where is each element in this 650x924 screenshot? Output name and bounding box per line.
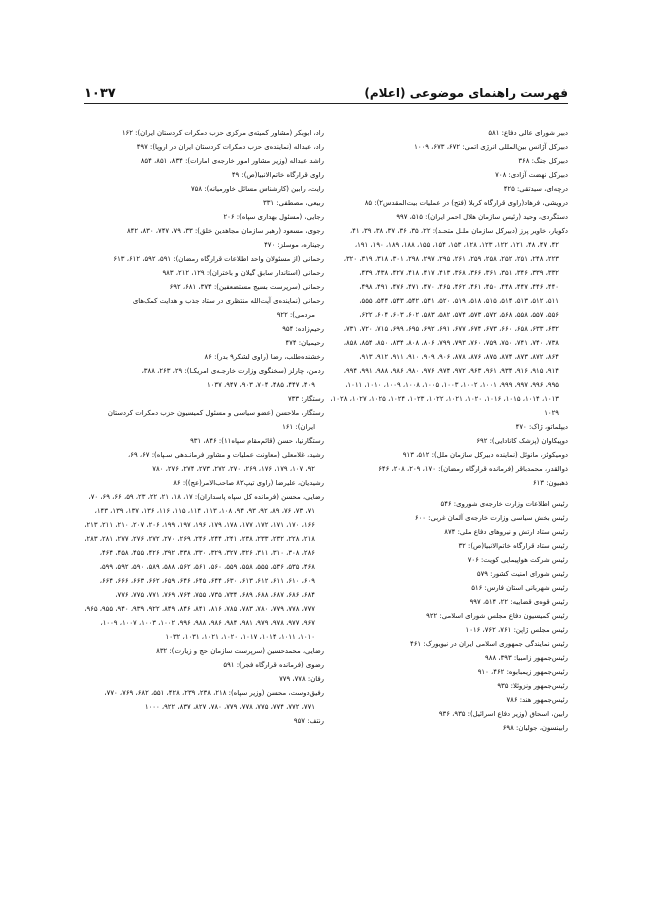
index-entry-continuation: ۹۹۵، ۹۹۶، ۹۹۷، ۹۹۹، ۱۰۰۱، ۱۰۰۲، ۱۰۰۳، ۱۰۰۵، ۱۰۰۸، ۱۰۰۹، ۱۰۱۰، ۱۰۱۱،: [345, 381, 559, 389]
index-entry: رئیس‌جمهور زامبیا: ۳۹۳، ۹۸۸: [485, 654, 568, 662]
index-entry-continuation: ۴۶۸، ۵۳۵، ۵۳۶، ۵۵۵، ۵۵۸، ۵۵۹، ۵۶۰، ۵۶۱، ۵۶۲، ۵۸۸، ۵۸۹، ۵۹۰، ۵۹۲، ۵۹۹،: [99, 563, 315, 571]
index-column-left: [84, 126, 324, 728]
index-entry: دکویار، خاویر پرز (دبیرکل سازمان ملـل متحـد): ۲۲، ۳۵، ۳۶، ۳۷، ۳۸، ۳۹، ۴۱،: [349, 227, 568, 235]
index-entry: رابینسون، جولیان: ۶۹۸: [502, 724, 568, 732]
index-entry: رئیس قوه‌ی قضاییه: ۲۲، ۵۱۴، ۹۹۷: [469, 598, 568, 606]
index-entry: رضایی، محسن (فرمانده کل سپاه پاسداران): ۱۷، ۱۸، ۲۱، ۲۲، ۲۳، ۵۹، ۶۶، ۶۹، ۷۰،: [88, 493, 324, 501]
index-entry: رستگار: ۷۳۳: [287, 395, 324, 403]
running-title: فهرست راهنمای موضوعی (اعلام): [364, 86, 568, 100]
index-entry: رفان: ۷۷۸، ۷۷۹: [279, 675, 324, 683]
index-entry: رضوی (فرمانده قرارگاه فجر): ۵۹۱: [223, 661, 324, 669]
index-entry: رضایی، محمدحسین (سرپرست سازمان حج و زیارت): ۸۳۲: [156, 647, 324, 655]
header-rule: [84, 103, 568, 104]
index-entry-continuation: ۱۰۱۳، ۱۰۱۴، ۱۰۱۵، ۱۰۱۶، ۱۰۲۰، ۱۰۲۱، ۱۰۲۲، ۱۰۲۳، ۱۰۲۴، ۱۰۲۵، ۱۰۲۷، ۱۰۲۸،: [330, 395, 559, 403]
index-entry: راد، ابوبکر (مشاور کمیته‌ی مرکزی حزب دمکرات کردستان ایران): ۱۶۲: [121, 129, 324, 137]
index-entry-continuation: ۵۱۱، ۵۱۲، ۵۱۳، ۵۱۴، ۵۱۵، ۵۱۸، ۵۱۹، ۵۲۰، ۵۴۱، ۵۴۲، ۵۴۳، ۵۴۴، ۵۵۵،: [359, 297, 559, 305]
index-entry: رئیس کمیسیون دفاع مجلس شورای اسلامی: ۹۲۲: [426, 612, 568, 620]
index-entry: ربیعی، مصطفی: ۳۳۱: [263, 199, 324, 207]
index-entry: رجایی، (مسئول بهداری سپاه): ۲۰۶: [223, 213, 324, 221]
index-entry-continuation: ۸۶۴، ۸۷۲، ۸۷۳، ۸۷۴، ۸۷۵، ۸۷۶، ۸۷۸، ۹۰۶، ۹۰۹، ۹۱۰، ۹۱۱، ۹۱۲، ۹۱۳،: [359, 353, 559, 361]
index-entry: دوپیکاوان (پزشک کانادایی): ۶۹۲: [476, 437, 568, 445]
index-entry-continuation: ۷۱، ۷۳، ۷۶، ۸۹، ۹۲، ۹۳، ۹۴، ۱۰۸، ۱۱۳، ۱۱۴، ۱۱۵، ۱۱۶، ۱۳۶، ۱۳۷، ۱۳۹، ۱۴۳،: [94, 507, 315, 515]
index-entry: رستگارنیا، حسن (قائم‌مقام سپاه۱۱): ۸۴۶، ۹۳۱: [190, 437, 324, 445]
index-entry: رئیس‌جمهور ونزوئلا: ۹۳۵: [497, 682, 568, 690]
index-entry-continuation: ۳۳۲، ۳۳۹، ۳۴۶، ۳۵۱، ۳۶۱، ۳۶۶، ۳۶۸، ۴۱۳، ۴۱۷، ۴۱۸، ۴۲۷، ۴۳۸، ۴۳۹،: [359, 269, 559, 277]
index-entry: رئیس ستاد قرارگاه خاتم‌الانبیا(ص): ۳۲: [458, 542, 568, 550]
index-entry: ردمن، چارلز (سخنگوی وزارت خارجـه‌ی امریکـا): ۲۹، ۲۶۳، ۳۸۸،: [141, 367, 324, 375]
index-entry-continuation: ۷۷۷، ۷۷۸، ۷۷۹، ۷۸۰، ۷۸۳، ۷۸۵، ۸۱۶، ۸۴۱، ۸۴۶، ۸۴۹، ۹۲۲، ۹۳۹، ۹۴۰، ۹۵۵، ۹۶۵،: [84, 605, 315, 613]
index-entry: رئیس شرکت هواپیمایی کویت: ۷۰۶: [467, 556, 568, 564]
index-entry: رشید، غلامعلی (معاونت عملیات و مشاور فرمانـدهی سـپاه): ۶۷، ۶۹،: [128, 451, 324, 459]
index-entry: رحمانی (سرپرست بسیج مستضعفین): ۳۷۴، ۶۸۱، ۶۹۲: [169, 283, 324, 291]
index-entry: راد، عبداله (نماینده‌ی حزب دمکرات کردستان ایران در اروپا): ۴۹۷: [136, 143, 324, 151]
index-entry: دیپلماتو، ژاک: ۴۷۰: [515, 423, 568, 431]
index-entry: راشد عبداله (وزیر مشاور امور خارجه‌ی امارات): ۸۳۴، ۸۵۱، ۸۵۴: [140, 157, 324, 165]
index-entry: راوی قرارگاه خاتم‌الانبیا(ص): ۴۹: [231, 171, 324, 179]
index-entry-continuation: ۲۸۶، ۳۰۸، ۳۱۰، ۳۱۱، ۳۲۶، ۳۲۷، ۳۲۹، ۳۳۰، ۳۳۸، ۳۹۲، ۴۲۶، ۴۵۵، ۴۵۸، ۴۶۴،: [99, 549, 315, 557]
index-entry: رخشنده‌طلب، رضا (راوی لشکر۹ بدر): ۸۶: [204, 353, 324, 361]
index-entry-continuation: ۴۰۹، ۴۴۷، ۴۸۵، ۷۰۴، ۹۰۳، ۹۴۷، ۱۰۳۷: [207, 381, 315, 389]
index-entry: رئیس مجلس ژاپن: ۷۶۱، ۷۶۲، ۱۰۱۶: [465, 626, 568, 634]
index-entry: ذهبیون: ۶۱۳: [532, 479, 568, 487]
index-entry-continuation: ۶۰۹، ۶۱۰، ۶۱۱، ۶۱۲، ۶۱۳، ۶۳۰، ۶۴۴، ۶۴۵، ۶۴۶، ۶۵۹، ۶۶۲، ۶۶۳، ۶۶۶، ۶۶۴،: [99, 577, 315, 585]
index-entry: رنتف: ۹۵۷: [293, 717, 324, 725]
index-entry: رئیس شورای امنیت کشور: ۵۷۹: [476, 570, 568, 578]
index-entry-continuation: ۹۶۷، ۹۷۷، ۹۷۸، ۹۷۹، ۹۸۱، ۹۸۴، ۹۸۶، ۹۸۸، ۹۹۶، ۱۰۰۲، ۱۰۰۳، ۱۰۰۷، ۱۰۰۹،: [100, 619, 315, 627]
page-header: [84, 84, 568, 104]
index-entry: رفیق‌دوست، محسن (وزیر سپاه): ۲۱۸، ۲۳۸، ۲۳۹، ۴۲۸، ۵۵۱، ۶۸۲، ۷۶۹، ۷۷۰،: [104, 689, 324, 697]
index-entry: رحیم‌زاده: ۹۵۴: [282, 325, 324, 333]
index-entry: رحمانی (نماینده‌ی آیت‌الله منتظری در ستاد جذب و هدایت کمک‌های: [132, 297, 324, 305]
index-column-right: [328, 126, 568, 735]
index-entry-continuation: ایران): ۱۶۱: [282, 423, 315, 431]
index-entry: رئیس‌جمهور زیمبابوه: ۴۶۲، ۹۱۰: [477, 668, 568, 676]
index-entry: رحمانی (از مسئولان واحد اطلاعات قرارگاه رمضان): ۵۹۱، ۵۹۲، ۶۱۲، ۶۱۳: [113, 255, 324, 263]
index-entry: رئیس نمایندگی جمهوری اسلامی ایران در نیویورک: ۴۶۱: [410, 640, 568, 648]
index-entry-continuation: ۶۸۴، ۶۸۶، ۶۸۷، ۶۸۸، ۶۸۹، ۷۳۴، ۷۳۵، ۷۵۵، ۷۶۴، ۷۶۹، ۷۷۱، ۷۷۵، ۷۷۶،: [115, 591, 315, 599]
index-entry: رستگار، ملاحسن (عضو سیاسی و مسئول کمیسیون حزب دمکرات کردستان: [107, 409, 324, 417]
index-entry-continuation: ۱۰۲۹: [544, 409, 559, 417]
index-entry-continuation: ۵۵۶، ۵۵۷، ۵۵۸، ۵۶۸، ۵۷۲، ۵۷۳، ۵۷۴، ۵۸۲، ۵۸۳، ۶۰۲، ۶۰۳، ۶۰۴، ۶۲۲،: [359, 311, 559, 319]
index-entry: رجیناره، موسلز: ۴۷۰: [264, 241, 324, 249]
index-entry: رشیدیان، علیرضا (راوی تیپ۸۲ صاحب‌الامر(عج)): ۸۶: [173, 479, 324, 487]
index-entry-continuation: ۱۶۶، ۱۷۰، ۱۷۱، ۱۷۲، ۱۷۷، ۱۷۸، ۱۷۹، ۱۹۶، ۱۹۷، ۱۹۹، ۲۰۶، ۲۰۷، ۲۱۰، ۲۱۱، ۲۱۳،: [84, 521, 315, 529]
index-entry: رئیس اطلاعات وزارت خارجه‌ی شوروی: ۵۴۶: [440, 500, 568, 508]
index-entry-continuation: ۶۳۲، ۶۳۳، ۶۵۸، ۶۶۰، ۶۷۳، ۶۷۴، ۶۷۷، ۶۹۱، ۶۹۲، ۶۹۵، ۶۹۹، ۷۱۵، ۷۲۰، ۷۳۱،: [343, 325, 559, 333]
index-entry: رئیس شهربانی استان فارس: ۵۱۶: [471, 584, 568, 592]
index-entry: ذوالقدر، محمدباقر (فرمانده قرارگاه رمضان): ۱۷۰، ۲۰۹، ۲۰۸، ۶۴۶: [378, 465, 568, 473]
index-entry: دستگردی، وحید (رئیس سازمان هلال احمر ایران): ۵۱۵، ۹۹۷: [396, 213, 568, 221]
index-entry-continuation: ۷۳۸، ۷۴۰، ۷۴۱، ۷۵۰، ۷۵۹، ۷۶۰، ۷۹۳، ۷۹۹، ۸۰۶، ۸۰۸، ۸۳۴، ۸۵۰، ۸۵۴، ۸۵۸،: [343, 339, 559, 347]
index-entry-continuation: ۴۴۰، ۴۴۶، ۴۴۷، ۴۴۸، ۴۵۰، ۴۶۱، ۴۶۲، ۴۶۵، ۴۷۰، ۴۷۱، ۴۷۶، ۴۹۱، ۴۹۸،: [359, 283, 559, 291]
index-entry: دبیرکل جنگ: ۳۶۸: [518, 157, 568, 165]
index-entry: دومیکوئز، مانوئل (نماینده دبیرکل سازمان ملل): ۵۱۲، ۹۱۳: [402, 451, 568, 459]
index-entry-continuation: ۱۰۱۰، ۱۰۱۱، ۱۰۱۴، ۱۰۱۷، ۱۰۲۰، ۱۰۲۱، ۱۰۳۱، ۱۰۳۲: [165, 633, 315, 641]
index-entry: دبیرکل آژانس بین‌المللی انرژی اتمی: ۶۷۲، ۶۷۳، ۱۰۰۹: [414, 143, 568, 151]
index-entry-continuation: ۹۲، ۱۰۷، ۱۷۹، ۱۷۶، ۲۶۹، ۲۷۰، ۲۷۲، ۲۷۳، ۲۷۴، ۲۷۶، ۷۸۰: [152, 465, 315, 473]
index-entry-continuation: مردمی): ۹۲۲: [276, 311, 315, 319]
index-entry-continuation: ۲۱۸، ۲۲۸، ۲۳۲، ۲۳۳، ۲۳۸، ۲۴۱، ۲۴۴، ۲۴۶، ۲۶۹، ۲۷۰، ۲۷۲، ۲۷۶، ۲۷۷، ۲۸۱، ۲۸۳،: [84, 535, 315, 543]
index-entry: دبیرکل نهضت آزادی: ۷۰۸: [495, 171, 568, 179]
index-entry: رئیس ستاد ارتش و نیروهای دفاع ملی: ۸۷۴: [444, 528, 568, 536]
index-entry: رایت، رابین (کارشناس مسائل خاورمیانه): ۷۵۸: [190, 185, 324, 193]
index-entry: رئیس بخش سیاسی وزارت خارجه‌ی آلمان غربی: ۶۰۰: [414, 514, 568, 522]
page-number: ۱۰۳۷: [84, 86, 116, 101]
index-entry-continuation: ۲۲۳، ۲۴۸، ۲۵۱، ۲۵۲، ۲۵۸، ۲۵۹، ۲۶۱، ۲۹۵، ۲۹۷، ۲۹۸، ۳۰۱، ۳۱۸، ۳۱۹، ۳۲۰،: [343, 255, 559, 263]
index-entry-continuation: ۷۷۱، ۷۷۲، ۷۷۴، ۷۷۵، ۷۷۸، ۷۷۹، ۷۸۰، ۸۲۷، ۸۳۷، ۹۲۲، ۱۰۰۰: [144, 703, 315, 711]
section-gap: [328, 490, 568, 497]
index-entry: رحمانی (استاندار سابق گیلان و باختران): ۱۲۹، ۲۱۲، ۹۸۳: [162, 269, 324, 277]
index-entry: دبیر شورای عالی دفاع: ۵۸۱: [488, 129, 568, 137]
index-entry: رجوی، مسعود (رهبر سازمان مجاهدین خلق): ۳۳، ۷۹، ۷۴۷، ۸۳۰، ۸۴۲: [126, 227, 324, 235]
index-entry: رئیس‌جمهور هند: ۷۸۶: [506, 696, 568, 704]
index-entry: رابین، اسحاق (وزیر دفاع اسرائیل): ۹۳۵، ۹۳۶: [438, 710, 568, 718]
index-entry-continuation: ۴۲، ۴۷، ۴۸، ۱۲۱، ۱۲۲، ۱۲۳، ۱۲۸، ۱۵۳، ۱۵۴، ۱۵۵، ۱۸۸، ۱۸۹، ۱۹۰، ۱۹۱،: [354, 241, 559, 249]
index-entry: رحیمیان: ۴۷۴: [285, 339, 324, 347]
index-entry: درچه‌ای، سیدتقی: ۴۲۵: [503, 185, 568, 193]
index-entry: درویشی، فرهاد(راوی قرارگاه کربلا (فتح) در عملیات بیت‌المقدس۲): ۸۵: [364, 199, 568, 207]
index-entry-continuation: ۹۱۴، ۹۱۵، ۹۱۶، ۹۳۴، ۹۶۱، ۹۶۳، ۹۷۲، ۹۷۴، ۹۷۶، ۹۸۰، ۹۸۶، ۹۸۸، ۹۹۱، ۹۹۴،: [343, 367, 559, 375]
